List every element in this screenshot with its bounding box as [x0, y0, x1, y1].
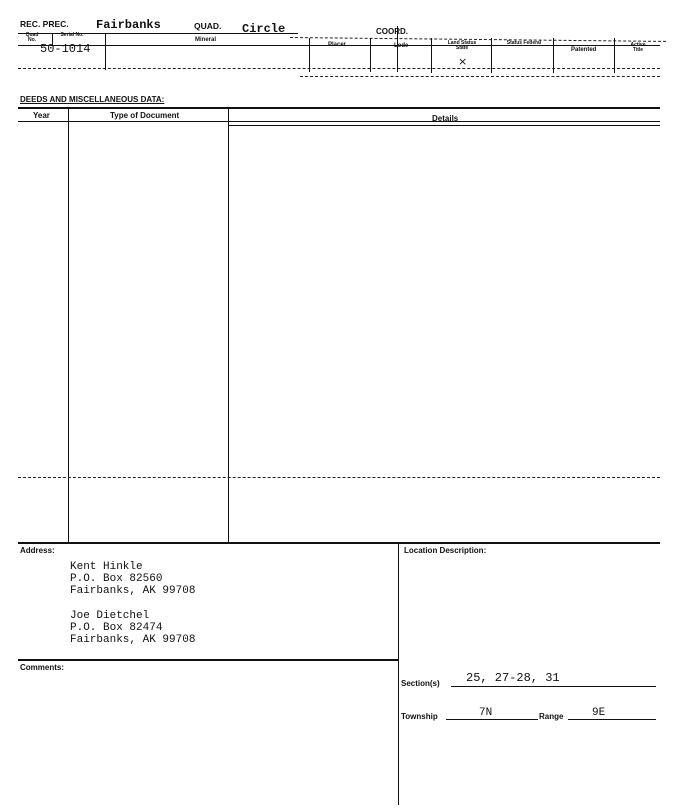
owner-1-line2: Fairbanks, AK 99708 [70, 585, 196, 597]
quad-value: Circle [242, 22, 286, 36]
address-owner-1 [70, 561, 195, 597]
township-underline [446, 719, 538, 720]
sections-label: Section(s) [401, 679, 440, 688]
township-label: Township [401, 712, 438, 721]
deeds-dashed-line [18, 477, 660, 478]
header-sep-2 [105, 33, 106, 70]
address-owner-2 [70, 610, 195, 646]
patented-label: Patented [571, 47, 597, 53]
deeds-section-title: DEEDS AND MISCELLANEOUS DATA: [20, 95, 165, 104]
quad-label: QUAD. [194, 21, 222, 31]
sections-value: 25, 27-28, 31 [466, 671, 560, 685]
header-sep-1 [52, 33, 53, 45]
township-value: 7N [479, 707, 493, 719]
deeds-header-bottom-line [18, 121, 660, 122]
deeds-col-details: Details [432, 114, 459, 123]
owner-2-name: Joe Dietchel [70, 610, 150, 622]
land-state-x-mark: × [458, 55, 468, 68]
address-top-line [18, 542, 660, 544]
owner-1-line1: P.O. Box 82560 [70, 573, 163, 585]
sections-underline [451, 686, 656, 687]
deeds-col-type: Type of Document [110, 111, 180, 120]
header-sep-3 [309, 38, 310, 72]
coord-label: COORD. [376, 27, 408, 36]
range-label: Range [539, 712, 564, 721]
header-dashed-line-2 [300, 76, 660, 77]
quad-serial-value: 50-1014 [40, 42, 91, 56]
location-label: Location Description: [404, 546, 487, 555]
quad-no-label: Quad No. [25, 32, 39, 43]
deeds-header-top-line [18, 107, 660, 109]
header-sep-coord [397, 26, 398, 72]
header-sep-4 [370, 38, 371, 72]
deeds-col-year: Year [33, 111, 50, 120]
range-value: 9E [592, 707, 606, 719]
placer-label: Placer [328, 42, 347, 48]
owner-2-line1: P.O. Box 82474 [70, 622, 163, 634]
comments-label: Comments: [20, 663, 65, 672]
deeds-header-bottom-line-2 [228, 125, 660, 126]
rec-prec-label: REC. PREC. [20, 19, 69, 29]
owner-2-line2: Fairbanks, AK 99708 [70, 634, 196, 646]
owner-1-name: Kent Hinkle [70, 561, 143, 573]
address-location-sep [398, 543, 399, 805]
mineral-label: Mineral [195, 37, 217, 43]
address-label: Address: [20, 546, 55, 555]
active-title-label: Active Title [630, 42, 646, 53]
lode-label: Lode [394, 43, 409, 49]
header-dashed-line-1 [18, 68, 660, 69]
rec-prec-value: Fairbanks [96, 18, 161, 32]
range-underline [568, 719, 656, 720]
serial-no-label: Serial No. [60, 32, 84, 38]
land-status-state-label: Land Status State [447, 40, 477, 51]
comments-top-line [18, 659, 398, 661]
land-status-federal-label: Status Federal [506, 40, 542, 46]
